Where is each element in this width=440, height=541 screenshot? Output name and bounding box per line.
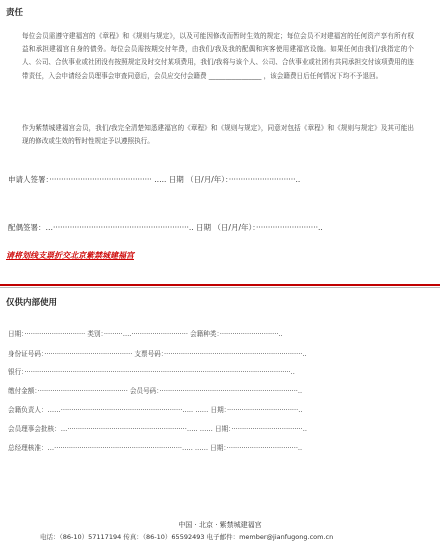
internal-line-bank: 银行：·······························································································································.. xyxy=(8,368,295,376)
acknowledgement-paragraph: 作为紫禁城建福宫会员，我们/我完全清楚知悉建福宫的《章程》和《规则与规定》，同意对包括《章程》和《规则与规定》及其可能出现的修改或生效的暂时性规定予以遵照执行。 xyxy=(22,124,414,146)
responsibility-paragraph: 每位会员需遵守建福宫的《章程》和《规则与规定》，以及可能因修改而暂时生效的规定；每位会员不对建福宫的任何资产享有所有权益和承担建福宫自身的债务。每位会员需按期交付年费，由我们/我及我的配偶和宾客使用建福宫设施。如果任何由我们/我指定的个人、公司、合伙事业或社团没有按照规定及时交付某项费用，我们/我将与该个人、公司、合伙事业或社团有共同承担交付该项费用的连带责任，入会申请经会员理事会审查同意后，会员应交付会籍费 ________________ ，该会籍费日后任何情况下均不予退回。 xyxy=(22,32,414,80)
section-title-responsibility: 责任 xyxy=(6,8,24,18)
divider-gray xyxy=(0,287,440,288)
internal-line-amount-member: 缴付金额：··········································· 会员号码：··································································.. xyxy=(8,387,303,395)
applicant-signature-line: 申请人签署：··········································· ….. 日期 （日/月/年）：····························.. xyxy=(8,175,301,184)
internal-line-id-cheque: 身份证号码：·········································· 支票号码：··································································.. xyxy=(8,350,307,358)
divider-red xyxy=(0,284,440,286)
cheque-instruction: 请将划线支票折交北京紫禁城建福宫 xyxy=(6,251,134,260)
footer-contact: 电话：（86-10）57117194 传真：（86-10）65592493 电子邮件：member@jianfugong.com.cn xyxy=(40,533,334,541)
internal-line-date-category: 日期：····························· 类别：·········….··························· 会籍种类：····························.. xyxy=(8,330,283,338)
spouse-signature-line: 配偶签署：…·························································.. 日期 （日/月/年）：··························.. xyxy=(8,223,323,232)
internal-line-council-approval: 会员理事会批核：…·························································….. …… 日期：··································.. xyxy=(8,425,307,433)
internal-line-gm-approval: 总经理核准：…·····························································….. …… 日期：··································.. xyxy=(8,444,303,452)
section-title-internal: 仅供内部使用 xyxy=(6,298,58,308)
footer-organization: 中国 · 北京 · 紫禁城建福宫 xyxy=(178,521,262,529)
internal-line-membership-officer: 会籍负责人：……··························································….. …… 日期：··································.. xyxy=(8,406,303,414)
